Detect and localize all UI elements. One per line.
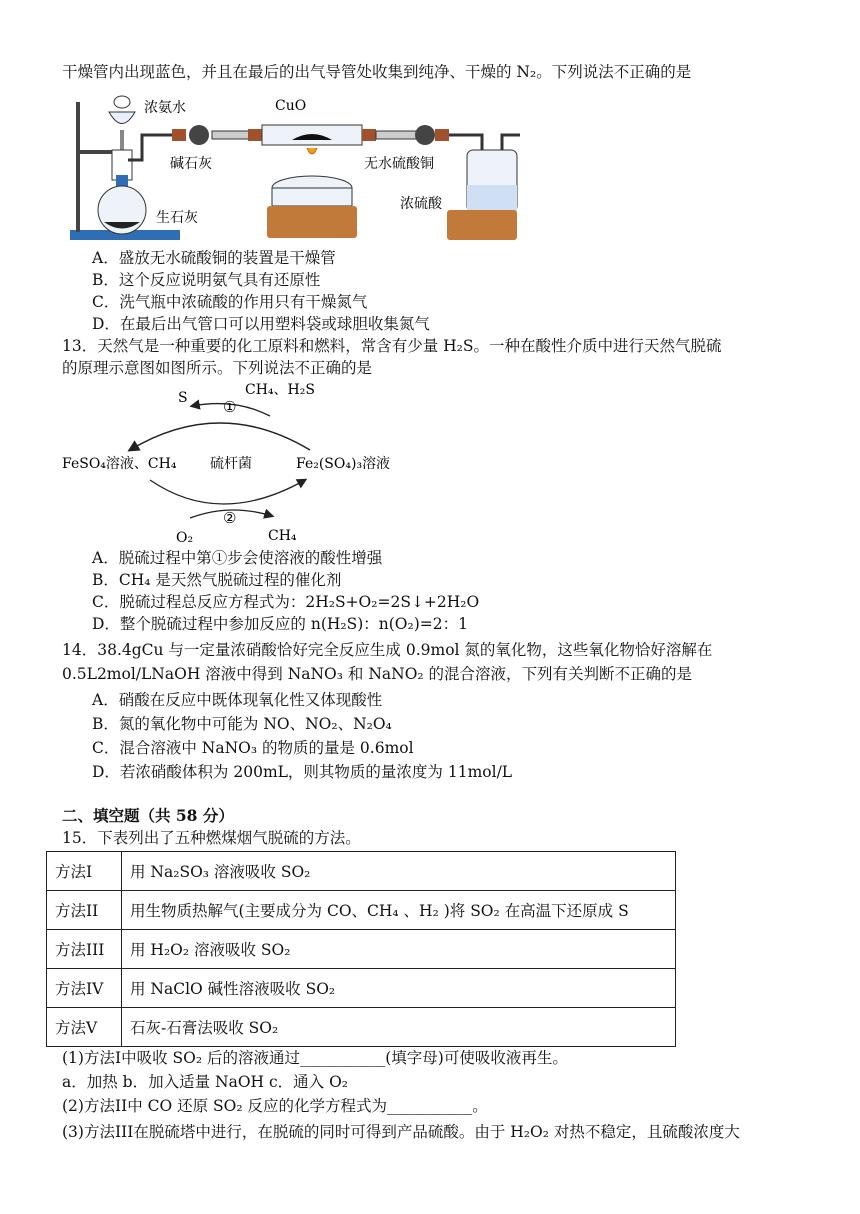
q14-option-c: C．混合溶液中 NaNO₃ 的物质的量是 0.6mol (92, 739, 414, 757)
diagram-ch4-h2s: CH₄、H₂S (245, 382, 315, 398)
diagram-left: FeSO₄溶液、CH₄ (62, 456, 177, 472)
table-row (47, 891, 676, 930)
question-14-line2: 0.5L2mol/LNaOH 溶液中得到 NaNO₃ 和 NaNO₂ 的混合溶液，下列有关判断不正确的是 (62, 665, 693, 683)
q13-option-d: D．整个脱硫过程中参加反应的 n(H₂S)：n(O₂)=2：1 (92, 615, 468, 633)
method-desc: 用 Na₂SO₃ 溶液吸收 SO₂ (122, 852, 676, 891)
section-heading: 二、填空题（共 58 分） (62, 806, 234, 825)
method-name: 方法I (47, 852, 122, 891)
q13-option-c: C．脱硫过程总反应方程式为：2H₂S+O₂=2S↓+2H₂O (92, 593, 480, 611)
table-row (47, 930, 676, 969)
diagram-right: Fe₂(SO₄)₃溶液 (296, 456, 391, 472)
label-quicklime: 生石灰 (156, 210, 198, 226)
method-name: 方法IV (47, 969, 122, 1008)
label-anhydrous-cuso4: 无水硫酸铜 (364, 156, 434, 172)
q12-option-c: C．洗气瓶中浓硫酸的作用只有干燥氮气 (92, 293, 368, 311)
q14-option-d: D．若浓硝酸体积为 200mL，则其物质的量浓度为 11mol/L (92, 763, 513, 781)
apparatus-diagram (62, 90, 522, 250)
q12-option-b: B．这个反应说明氨气具有还原性 (92, 271, 321, 289)
diagram-step1: ① (223, 398, 237, 416)
diagram-o2: O₂ (176, 530, 194, 546)
table-row (47, 852, 676, 891)
q13-option-a: A．脱硫过程中第①步会使溶液的酸性增强 (92, 549, 383, 567)
question-12-stem: 干燥管内出现蓝色，并且在最后的出气导管处收集到纯净、干燥的 N₂。下列说法不正确的是 (62, 63, 692, 81)
q14-option-b: B．氮的氧化物中可能为 NO、NO₂、N₂O₄ (92, 715, 392, 733)
diagram-s: S (178, 390, 188, 406)
method-desc: 用 H₂O₂ 溶液吸收 SO₂ (122, 930, 676, 969)
method-name: 方法II (47, 891, 122, 930)
question-13-line1: 13．天然气是一种重要的化工原料和燃料，常含有少量 H₂S。一种在酸性介质中进行天然气脱硫 (62, 337, 722, 355)
method-name: 方法V (47, 1008, 122, 1047)
q15-sub1-choices: a．加热 b．加入适量 NaOH c．通入 O₂ (62, 1073, 349, 1091)
question-14-line1: 14．38.4gCu 与一定量浓硝酸恰好完全反应生成 0.9mol 氮的氧化物，这些氧化物恰好溶解在 (62, 641, 713, 659)
diagram-middle: 硫杆菌 (210, 456, 252, 472)
q15-sub1: (1)方法I中吸收 SO₂ 后的溶液通过___________(填字母)可使吸收液再生。 (62, 1049, 568, 1067)
method-desc: 石灰-石膏法吸收 SO₂ (122, 1008, 676, 1047)
method-desc: 用 NaClO 碱性溶液吸收 SO₂ (122, 969, 676, 1008)
method-desc: 用生物质热解气(主要成分为 CO、CH₄ 、H₂ )将 SO₂ 在高温下还原成 S (122, 891, 676, 930)
q12-option-a: A．盛放无水硫酸铜的装置是干燥管 (92, 249, 336, 267)
table-row (47, 969, 676, 1008)
q15-sub2: (2)方法II中 CO 还原 SO₂ 反应的化学方程式为___________。 (62, 1097, 488, 1115)
q14-option-a: A．硝酸在反应中既体现氧化性又体现酸性 (92, 691, 383, 709)
method-name: 方法III (47, 930, 122, 969)
label-conc-h2so4: 浓硫酸 (400, 196, 442, 212)
question-13-line2: 的原理示意图如图所示。下列说法不正确的是 (62, 359, 373, 377)
methods-table (46, 851, 676, 1047)
q13-option-b: B．CH₄ 是天然气脱硫过程的催化剂 (92, 571, 342, 589)
label-soda-lime: 碱石灰 (170, 156, 212, 172)
q15-sub3: (3)方法III在脱硫塔中进行，在脱硫的同时可得到产品硫酸。由于 H₂O₂ 对热不稳定，且硫酸浓度大 (62, 1123, 740, 1141)
diagram-step2: ② (223, 509, 237, 527)
label-cuo: CuO (275, 98, 307, 114)
question-15-intro: 15．下表列出了五种燃煤烟气脱硫的方法。 (62, 829, 361, 847)
diagram-ch4: CH₄ (268, 528, 297, 544)
q12-option-d: D．在最后出气管口可以用塑料袋或球胆收集氮气 (92, 315, 430, 333)
table-row (47, 1008, 676, 1047)
label-conc-ammonia: 浓氨水 (144, 100, 186, 116)
desulfurization-diagram (60, 378, 400, 548)
